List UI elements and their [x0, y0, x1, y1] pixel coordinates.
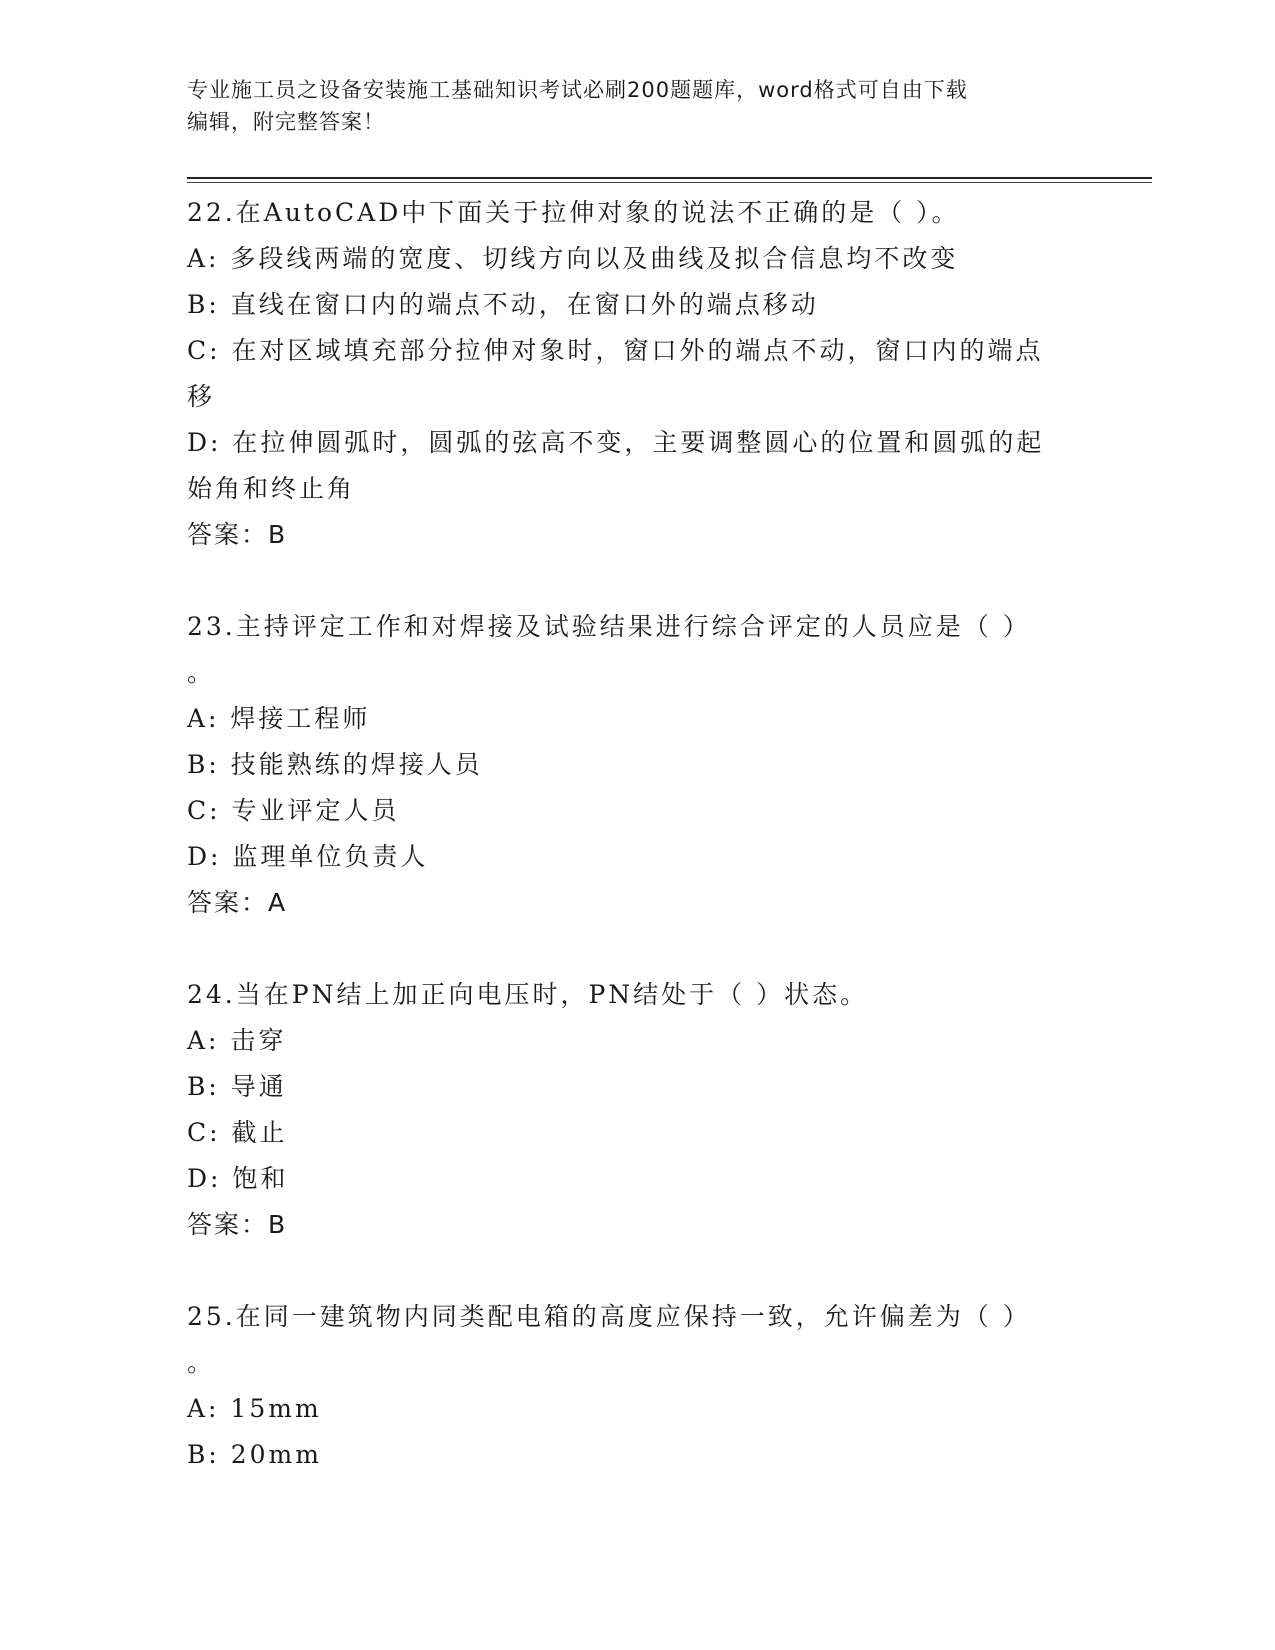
option-d: D: 在拉伸圆弧时，圆弧的弦高不变，主要调整圆心的位置和圆弧的起 [187, 428, 1045, 457]
option-b: B: 导通 [187, 1072, 287, 1101]
answer-label: 答案：B [187, 520, 288, 549]
option-c-continued: 移 [187, 382, 216, 411]
option-b: B: 直线在窗口内的端点不动，在窗口外的端点移动 [187, 290, 819, 319]
question-spacer [187, 1248, 1087, 1294]
question-spacer [187, 926, 1087, 972]
question-block [187, 1294, 1087, 1478]
answer-label: 答案：A [187, 888, 288, 917]
question-spacer [187, 558, 1087, 604]
question-stem-continued: 。 [187, 1348, 216, 1377]
header-line-2: 编辑，附完整答案！ [187, 110, 385, 134]
header-divider-thick [187, 177, 1152, 179]
question-stem: 23.主持评定工作和对焊接及试验结果进行综合评定的人员应是（ ） [187, 612, 1031, 641]
question-block [187, 972, 1087, 1248]
question-stem-continued: 。 [187, 658, 216, 687]
header-divider-thin [187, 182, 1152, 183]
option-a: A: 击穿 [187, 1026, 287, 1055]
option-d: D: 监理单位负责人 [187, 842, 429, 871]
header-line-1: 专业施工员之设备安装施工基础知识考试必刷200题题库，word格式可自由下载 [187, 78, 968, 102]
option-a: A: 多段线两端的宽度、切线方向以及曲线及拟合信息均不改变 [187, 244, 959, 273]
option-c: C: 在对区域填充部分拉伸对象时，窗口外的端点不动，窗口内的端点 [187, 336, 1044, 365]
option-d-continued: 始角和终止角 [187, 474, 356, 503]
answer-label: 答案：B [187, 1210, 288, 1239]
option-b: B: 技能熟练的焊接人员 [187, 750, 483, 779]
option-c: C: 截止 [187, 1118, 288, 1147]
option-c: C: 专业评定人员 [187, 796, 400, 825]
option-d: D: 饱和 [187, 1164, 289, 1193]
question-block [187, 604, 1087, 926]
option-a: A: 15mm [187, 1394, 322, 1423]
question-stem: 25.在同一建筑物内同类配电箱的高度应保持一致，允许偏差为（ ） [187, 1302, 1031, 1331]
question-stem: 22.在AutoCAD中下面关于拉伸对象的说法不正确的是（ ）。 [187, 198, 960, 227]
question-block [187, 190, 1087, 558]
question-list [187, 190, 1087, 1478]
option-a: A: 焊接工程师 [187, 704, 371, 733]
question-stem: 24.当在PN结上加正向电压时，PN结处于（ ）状态。 [187, 980, 869, 1009]
option-b: B: 20mm [187, 1440, 322, 1469]
document-header [187, 74, 1087, 138]
